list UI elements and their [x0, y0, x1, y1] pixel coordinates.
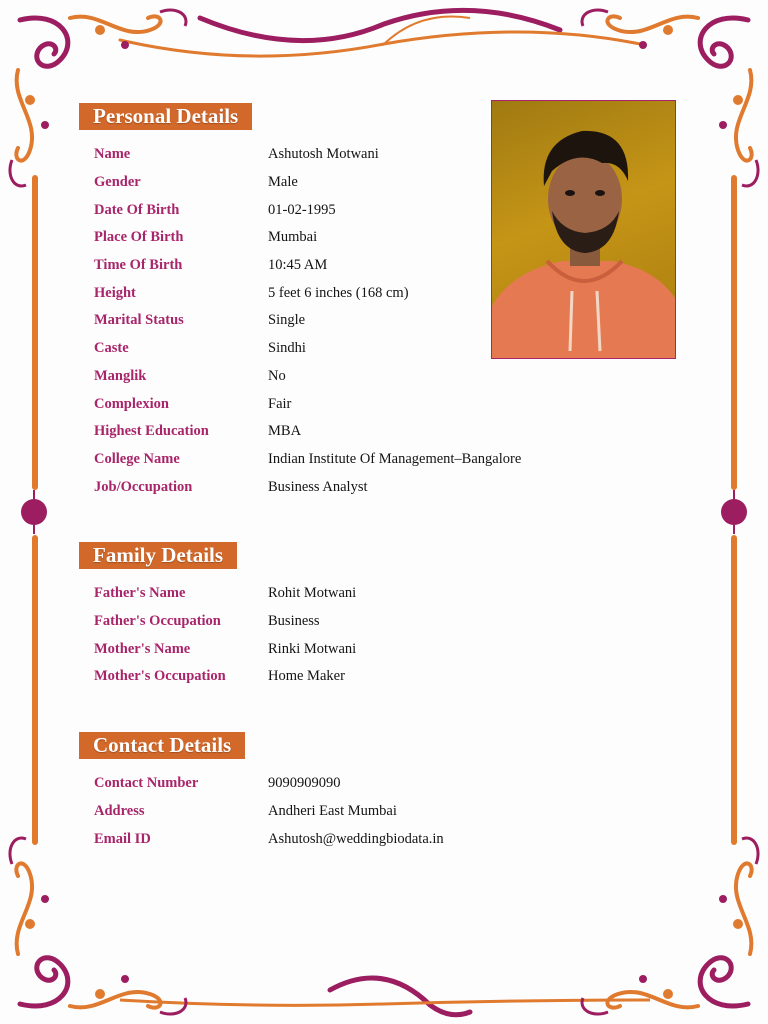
detail-value: 10:45 AM: [268, 257, 328, 274]
detail-label: Highest Education: [94, 423, 209, 440]
detail-row: [94, 798, 444, 826]
detail-row: [94, 141, 521, 169]
detail-label: Job/Occupation: [94, 478, 193, 495]
detail-row: [94, 307, 521, 335]
detail-label: Email ID: [94, 830, 151, 847]
contact-details-heading: Contact Details: [79, 732, 245, 759]
detail-row: [94, 252, 521, 280]
detail-value: Indian Institute Of Management–Bangalore: [268, 450, 522, 467]
detail-label: Address: [94, 803, 145, 820]
personal-details-heading: Personal Details: [79, 103, 252, 130]
detail-value: MBA: [268, 423, 302, 440]
detail-row: [94, 635, 356, 663]
detail-value: Ashutosh@weddingbiodata.in: [268, 830, 444, 847]
detail-row: [94, 580, 356, 608]
detail-row: [94, 663, 356, 691]
family-details-heading: Family Details: [79, 542, 237, 569]
detail-row: [94, 224, 521, 252]
detail-row: [94, 196, 521, 224]
detail-label: Complexion: [94, 395, 169, 412]
detail-label: Contact Number: [94, 775, 199, 792]
detail-row: [94, 770, 444, 798]
detail-label: Place Of Birth: [94, 229, 184, 246]
detail-value: Ashutosh Motwani: [268, 146, 379, 163]
person-portrait-icon: [492, 101, 676, 359]
detail-value: Fair: [268, 395, 292, 412]
profile-photo: [491, 100, 676, 359]
detail-value: Single: [268, 312, 306, 329]
contact-details-list: [94, 770, 444, 853]
detail-value: Male: [268, 174, 298, 191]
detail-label: Name: [94, 146, 131, 163]
detail-value: Mumbai: [268, 229, 318, 246]
detail-row: [94, 335, 521, 363]
detail-value: Business Analyst: [268, 478, 368, 495]
detail-value: Rohit Motwani: [268, 585, 357, 602]
detail-label: College Name: [94, 450, 180, 467]
detail-value: Sindhi: [268, 340, 306, 357]
detail-value: 01-02-1995: [268, 201, 336, 218]
detail-value: 9090909090: [268, 775, 341, 792]
detail-row: [94, 418, 521, 446]
detail-row: [94, 473, 521, 501]
detail-label: Height: [94, 284, 136, 301]
detail-label: Mother's Name: [94, 640, 191, 657]
detail-label: Date Of Birth: [94, 201, 180, 218]
detail-row: [94, 608, 356, 636]
detail-label: Father's Name: [94, 585, 186, 602]
detail-label: Mother's Occupation: [94, 668, 226, 685]
detail-value: Business: [268, 613, 320, 630]
detail-label: Caste: [94, 340, 129, 357]
detail-row: [94, 446, 521, 474]
detail-label: Father's Occupation: [94, 613, 221, 630]
detail-label: Marital Status: [94, 312, 184, 329]
personal-details-list: [94, 141, 521, 501]
detail-value: Home Maker: [268, 668, 345, 685]
detail-label: Gender: [94, 174, 141, 191]
detail-value: Andheri East Mumbai: [268, 803, 397, 820]
detail-label: Time Of Birth: [94, 257, 183, 274]
detail-row: [94, 279, 521, 307]
detail-value: Rinki Motwani: [268, 640, 357, 657]
detail-value: 5 feet 6 inches (168 cm): [268, 284, 409, 301]
detail-row: [94, 825, 444, 853]
detail-row: [94, 390, 521, 418]
detail-row: [94, 363, 521, 391]
detail-row: [94, 169, 521, 197]
family-details-list: [94, 580, 356, 691]
detail-value: No: [268, 367, 286, 384]
detail-label: Manglik: [94, 367, 147, 384]
